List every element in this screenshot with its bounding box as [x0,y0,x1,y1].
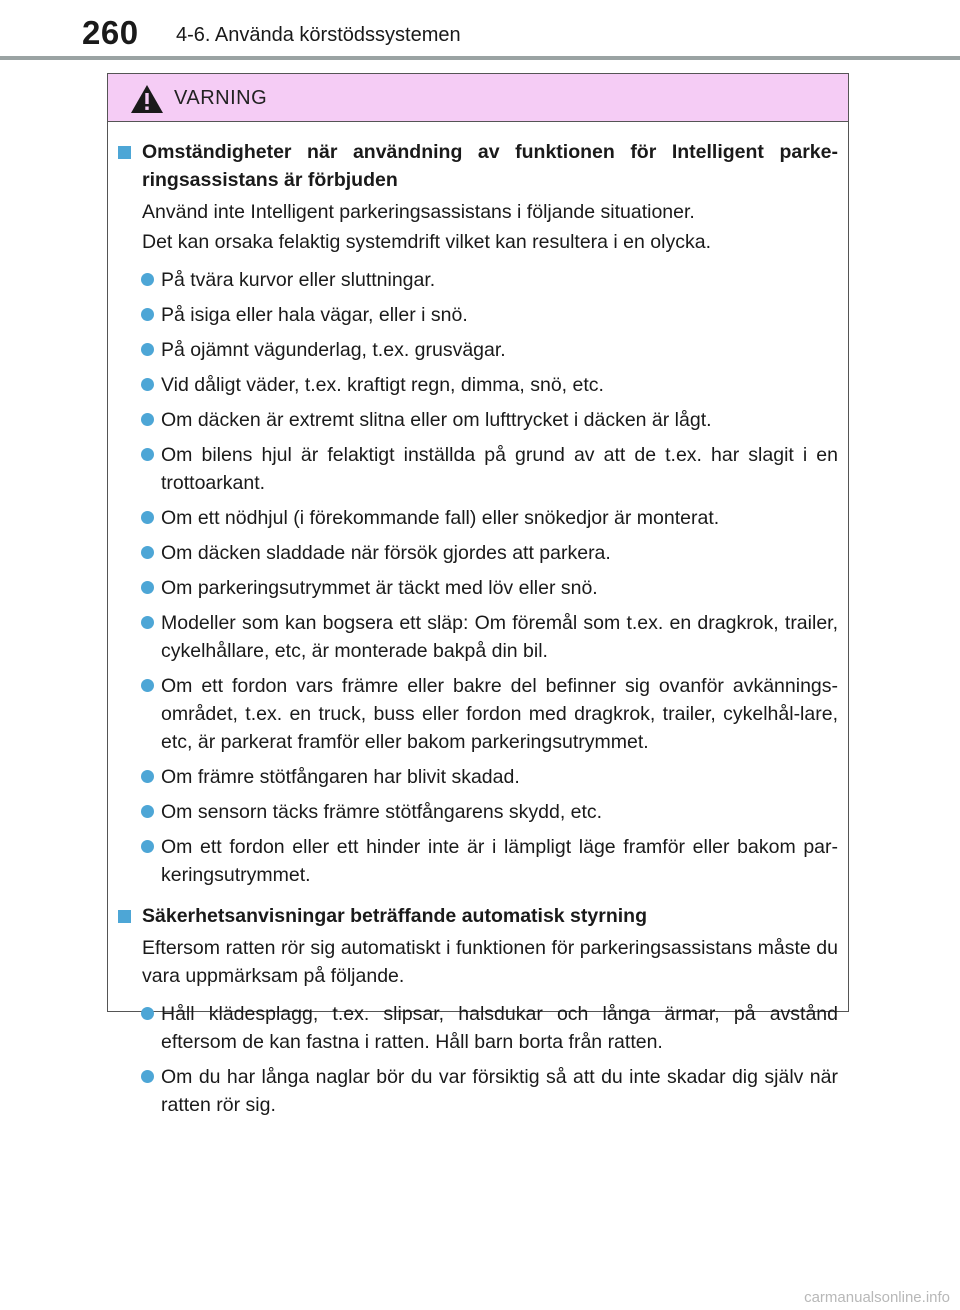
list-item: Om ett fordon vars främre eller bakre del befinner sig ovanför avkännings-området, t.ex. en truck, buss eller fordon med dragkrok, trailer, cykelhål-lare, etc, är parkerat framför eller bakom parkeringsutrymmet. [118,672,838,756]
list-item: Om ett fordon eller ett hinder inte är i lämpligt läge framför eller bakom par-keringsutrymmet. [118,833,838,889]
round-bullet-icon [141,511,154,524]
list-item: Om du har långa naglar bör du var försiktig så att du inte skadar dig själv när ratten rör sig. [118,1063,838,1119]
intro-text: Eftersom ratten rör sig automatiskt i funktionen för parkeringsassistans måste du vara uppmärksam på följande. [142,937,838,987]
list-item: Håll klädesplagg, t.ex. slipsar, halsdukar och långa ärmar, på avstånd eftersom de kan fastna i ratten. Håll barn borta från ratten. [118,1000,838,1056]
round-bullet-icon [141,413,154,426]
list-item: Om ett nödhjul (i förekommande fall) eller snökedjor är monterat. [118,504,838,532]
round-bullet-icon [141,546,154,559]
list-item: På isiga eller hala vägar, eller i snö. [118,301,838,329]
round-bullet-icon [141,581,154,594]
round-bullet-icon [141,378,154,391]
round-bullet-icon [141,273,154,286]
round-bullet-icon [141,1007,154,1020]
round-bullet-icon [141,616,154,629]
round-bullet-icon [141,1070,154,1083]
list-item: På ojämnt vägunderlag, t.ex. grusvägar. [118,336,838,364]
list-item: Om parkeringsutrymmet är täckt med löv eller snö. [118,574,838,602]
list-item: Modeller som kan bogsera ett släp: Om föremål som t.ex. en dragkrok, trailer, cykelhållare, etc, är monterade bakpå din bil. [118,609,838,665]
round-bullet-icon [141,448,154,461]
section-heading: Omständigheter när användning av funktionen för Intelligent parke-ringsassistans är förbjuden [118,138,838,194]
round-bullet-icon [141,308,154,321]
warning-triangle-icon [130,84,164,114]
list-item: Om däcken är extremt slitna eller om lufttrycket i däcken är lågt. [118,406,838,434]
list-item: På tvära kurvor eller sluttningar. [118,266,838,294]
list-item: Om sensorn täcks främre stötfångarens skydd, etc. [118,798,838,826]
page-header [0,0,960,62]
intro-text: Använd inte Intelligent parkeringsassistans i följande situationer. [142,201,695,223]
section-title: 4-6. Använda körstödssystemen [176,24,461,46]
warning-header [108,74,848,122]
warning-body [108,122,848,1122]
header-rule [0,56,960,60]
round-bullet-icon [141,840,154,853]
section-heading: Säkerhetsanvisningar beträffande automatisk styrning [118,902,838,930]
square-bullet-icon [118,146,131,159]
list-item: Om bilens hjul är felaktigt inställda på grund av att de t.ex. har slagit i en trottoarkant. [118,441,838,497]
warning-box [107,73,849,1116]
round-bullet-icon [141,343,154,356]
list-item: Om däcken sladdade när försök gjordes att parkera. [118,539,838,567]
round-bullet-icon [141,679,154,692]
page-number: 260 [82,14,139,51]
list-item: Vid dåligt väder, t.ex. kraftigt regn, dimma, snö, etc. [118,371,838,399]
round-bullet-icon [141,770,154,783]
intro-text: Det kan orsaka felaktig systemdrift vilket kan resultera i en olycka. [142,231,711,253]
square-bullet-icon [118,910,131,923]
watermark: carmanualsonline.info [804,1289,950,1306]
warning-label: VARNING [174,87,268,109]
list-item: Om främre stötfångaren har blivit skadad. [118,763,838,791]
round-bullet-icon [141,805,154,818]
